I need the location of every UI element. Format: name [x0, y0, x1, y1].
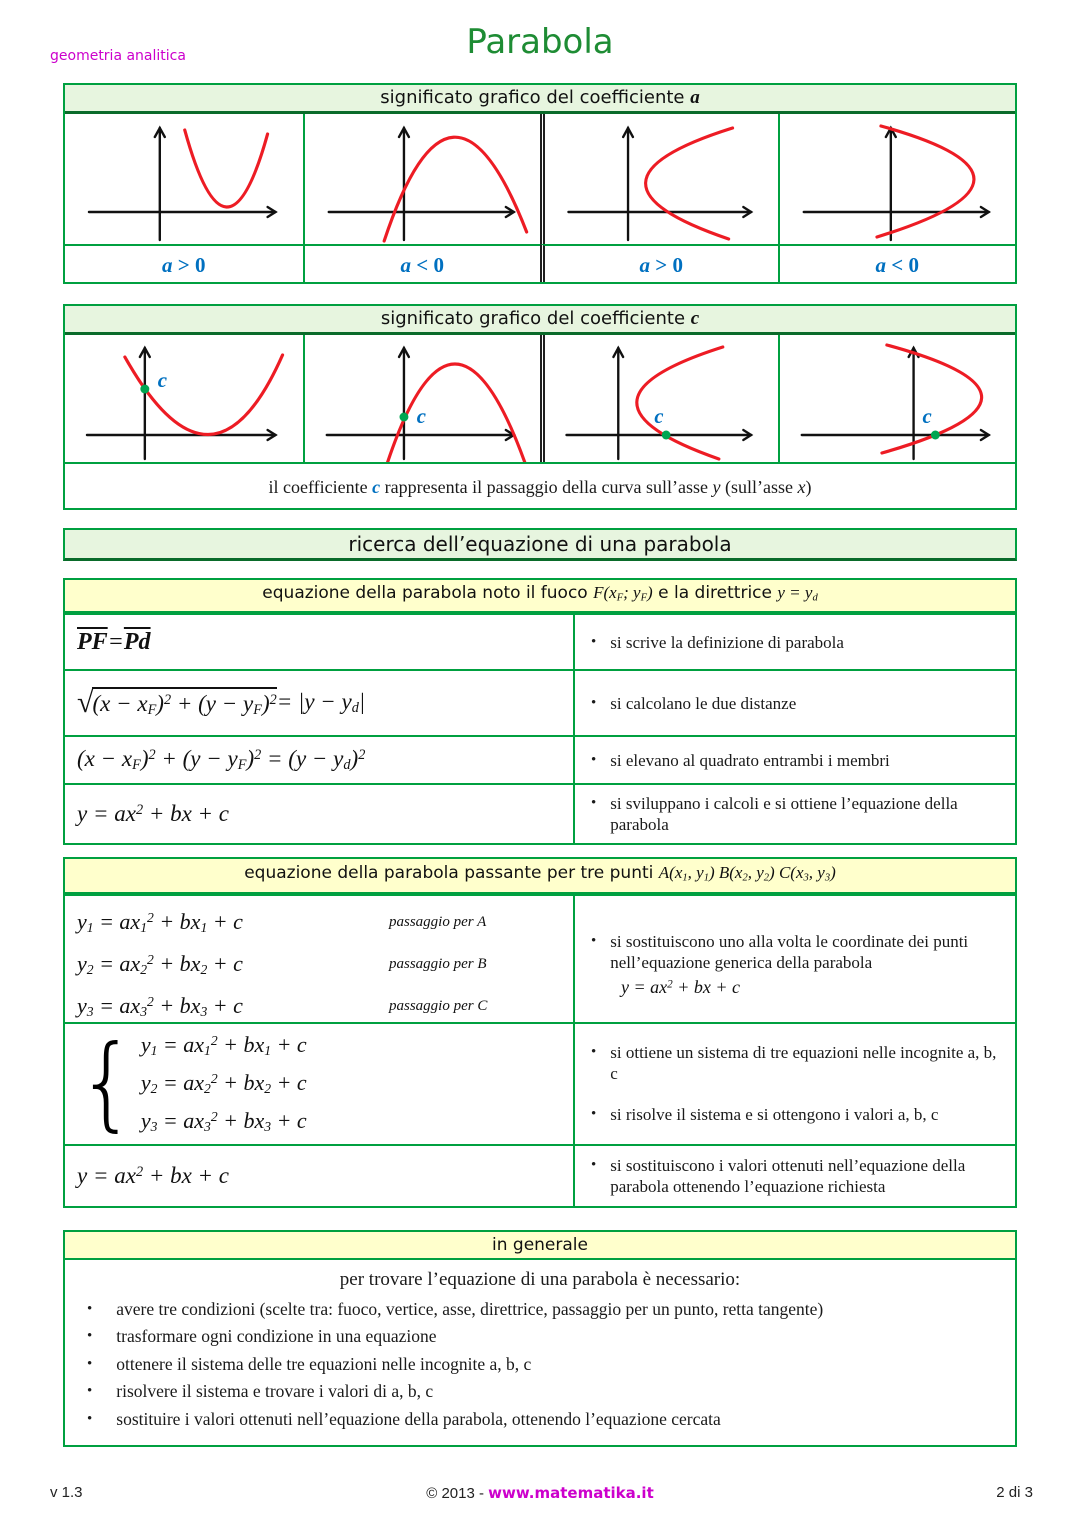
graph-cell [540, 114, 778, 244]
focus-math: $F(x_F$; $y_F$) [593, 583, 653, 604]
graph-cell [303, 114, 541, 244]
header-text: significato grafico del coefficiente [380, 87, 691, 108]
general-intro: per trovare l’equazione di una parabola è necessario: [339, 1268, 741, 1290]
page-title: Parabola [466, 22, 614, 62]
bullet-cell: • si sviluppano i calcoli e si ottiene l’equazione della parabola [573, 785, 1015, 843]
system-cell: { $y_1 = ax_1^2 + bx_1 + c$ $y_2 = ax_2^2 + bx_2 + c$ $y_3 = ax_3^2 + bx_3 + c$ [77, 1024, 307, 1142]
coefficient-sign-label: a < 0 [303, 244, 541, 282]
bullet-cell: • si ottiene un sistema di tre equazioni nelle incognite a, b, c • si risolve il sistema e si ottengono i valori a, b, c [573, 1024, 1015, 1144]
table-row [65, 613, 1015, 669]
c-intercept-dot [930, 431, 939, 440]
coefficient-sign-label: a > 0 [540, 244, 778, 282]
c-intercept-dot [662, 431, 671, 440]
graph-cell [778, 335, 1016, 462]
list-item: • avere tre condizioni (scelte tra: fuoco, vertice, asse, direttrice, passaggio per un punto, retta tangente) [75, 1296, 1005, 1324]
parabola-curve [384, 137, 526, 241]
focus-equation-table [63, 578, 1017, 845]
table-row [65, 669, 1015, 735]
axes [568, 128, 751, 240]
parabola-down-graph [305, 114, 541, 244]
bullet-icon: • [591, 1044, 597, 1061]
bullet-icon: • [591, 751, 597, 768]
parabola-curve [185, 130, 268, 207]
bullet-icon: • [591, 633, 597, 650]
coefficient-c-caption: il coefficiente c rappresenta il passaggio della curva sull’asse y (sull’asse x) [65, 462, 1015, 508]
formula-cell: $y_1 = ax_1^2 + bx_1 + c$ passaggio per A $y_2 = ax_2^2 + bx_2 + c$ passaggio per B $y_3 = ax_3^2 + bx_3 + c$ passaggio per C [65, 896, 573, 1034]
bullet-icon: • [591, 1106, 597, 1123]
parabola-up-graph [65, 114, 303, 244]
passage-note: passaggio per B [389, 956, 487, 973]
parabola-left-graph [780, 114, 1016, 244]
formula-cell: $(x - x_F)^2 + (y - y_F)^2 = (y - y_d)^2$ [77, 746, 366, 774]
axes [89, 128, 276, 240]
coefficient-c-header [65, 306, 1015, 335]
bullet-icon: • [87, 1383, 93, 1400]
section-header: ricerca dell’equazione di una parabola [63, 528, 1017, 561]
passage-note: passaggio per A [389, 914, 487, 931]
header-var-a: a [690, 87, 700, 108]
c-var: c [372, 477, 381, 497]
general-body [65, 1260, 1015, 1446]
c-intercept-dot [399, 413, 408, 422]
parabola-up-intercept-graph [65, 335, 303, 462]
three-points-header: equazione della parabola passante per tre punti $A(x_1$, $y_1$) $B(x_2$, $y_2$) $C(x_3$, $y_3$) [65, 859, 1015, 893]
c-intercept-dot [140, 385, 149, 394]
parabola-right-intercept-graph [545, 335, 778, 462]
list-item: • trasformare ogni condizione in una equazione [75, 1323, 1005, 1351]
parabola-curve [637, 347, 723, 459]
bullet-icon: • [591, 1156, 597, 1173]
parabola-down-intercept-graph [305, 335, 541, 462]
copyright: © 2013 - www.matematika.it [426, 1484, 654, 1502]
c-intercept-label: c [921, 403, 932, 429]
axes [803, 128, 988, 240]
graph-cell [65, 335, 303, 462]
table-row [65, 783, 1015, 843]
graph-cell [778, 114, 1016, 244]
coefficient-a-table [63, 83, 1017, 284]
bullet-cell: • si elevano al quadrato entrambi i membri [573, 737, 1015, 783]
graph-row [65, 335, 1015, 462]
coefficient-sign-label: a > 0 [65, 244, 303, 282]
graph-row [65, 114, 1015, 244]
graph-cell [303, 335, 541, 462]
parabola-curve [646, 128, 733, 239]
table-row [65, 1144, 1015, 1206]
list-item: • sostituire i valori ottenuti nell’equazione della parabola, ottenendo l’equazione cercata [75, 1406, 1005, 1434]
bullet-cell: • si calcolano le due distanze [573, 671, 1015, 735]
list-item: • ottenere il sistema delle tre equazioni nelle incognite a, b, c [75, 1351, 1005, 1379]
website-link[interactable]: www.matematika.it [488, 1484, 654, 1502]
table-row [65, 894, 1015, 1022]
page-header [50, 0, 1017, 83]
bullet-icon: • [591, 694, 597, 711]
generic-parabola-formula: $y = ax^2$ + bx + c [621, 977, 740, 998]
three-points-table [63, 857, 1017, 1207]
parabola-left-intercept-graph [780, 335, 1016, 462]
parabola-right-graph [545, 114, 778, 244]
axes [87, 348, 276, 459]
system-brace: { [77, 1024, 137, 1142]
header-var-c: c [690, 308, 700, 329]
points-math: $A(x_1$, $y_1$) $B(x_2$, $y_2$) $C(x_3$, $y_3$) [658, 863, 836, 884]
table-row [65, 735, 1015, 783]
bullet-cell: • si sostituiscono uno alla volta le coordinate dei punti nell’equazione generica della parabola $y = ax^2$ + bx + c [573, 896, 1015, 1034]
formula-cell: $y = ax^2$ + bx + c [77, 801, 230, 827]
bullet-icon: • [87, 1355, 93, 1372]
formula-cell: $y = ax^2$ + bx + c [77, 1162, 230, 1188]
header-text: significato grafico del coefficiente [380, 308, 691, 329]
graph-cell [540, 335, 778, 462]
formula-cell: $\overline{PF}$ = $\overline{Pd}$ [77, 628, 151, 655]
c-intercept-label: c [416, 403, 426, 429]
bullet-icon: • [591, 933, 597, 950]
formula-cell: √ $(x - x_F)^2 + (y - y_F)^2$ = $|y - y_d|$ [77, 686, 366, 720]
graph-cell [65, 114, 303, 244]
list-item: • risolvere il sistema e trovare i valori di a, b, c [75, 1378, 1005, 1406]
parabola-curve [125, 355, 283, 435]
coefficient-c-table [63, 304, 1017, 510]
version-label: v 1.3 [50, 1484, 83, 1501]
c-intercept-label: c [157, 367, 168, 393]
page-number: 2 di 3 [996, 1484, 1033, 1501]
general-table [63, 1230, 1017, 1448]
focus-table-header: equazione della parabola noto il fuoco $F(x_F$; $y_F$) e la direttrice $y = y_d$ [65, 580, 1015, 613]
axes [801, 348, 988, 459]
bullet-icon: • [87, 1410, 93, 1427]
passage-note: passaggio per C [389, 998, 488, 1015]
coefficient-a-header [65, 85, 1015, 114]
bullet-icon: • [87, 1328, 93, 1345]
axes [328, 128, 513, 240]
subject-label: geometria analitica [50, 48, 186, 64]
directrix-math: $y = y_d$ [777, 583, 818, 604]
bullet-cell: • si scrive la definizione di parabola [573, 615, 1015, 669]
coefficient-sign-label: a < 0 [778, 244, 1016, 282]
bullet-icon: • [591, 795, 597, 812]
general-header: in generale [65, 1232, 1015, 1260]
radical-sign: √ [77, 686, 94, 720]
c-intercept-label: c [654, 405, 664, 429]
bullet-icon: • [87, 1300, 93, 1317]
label-row [65, 244, 1015, 282]
table-row [65, 1022, 1015, 1144]
axes [566, 348, 751, 459]
bullet-cell: • si sostituiscono i valori ottenuti nell’equazione della parabola ottenendo l’equazione richiesta [573, 1146, 1015, 1206]
